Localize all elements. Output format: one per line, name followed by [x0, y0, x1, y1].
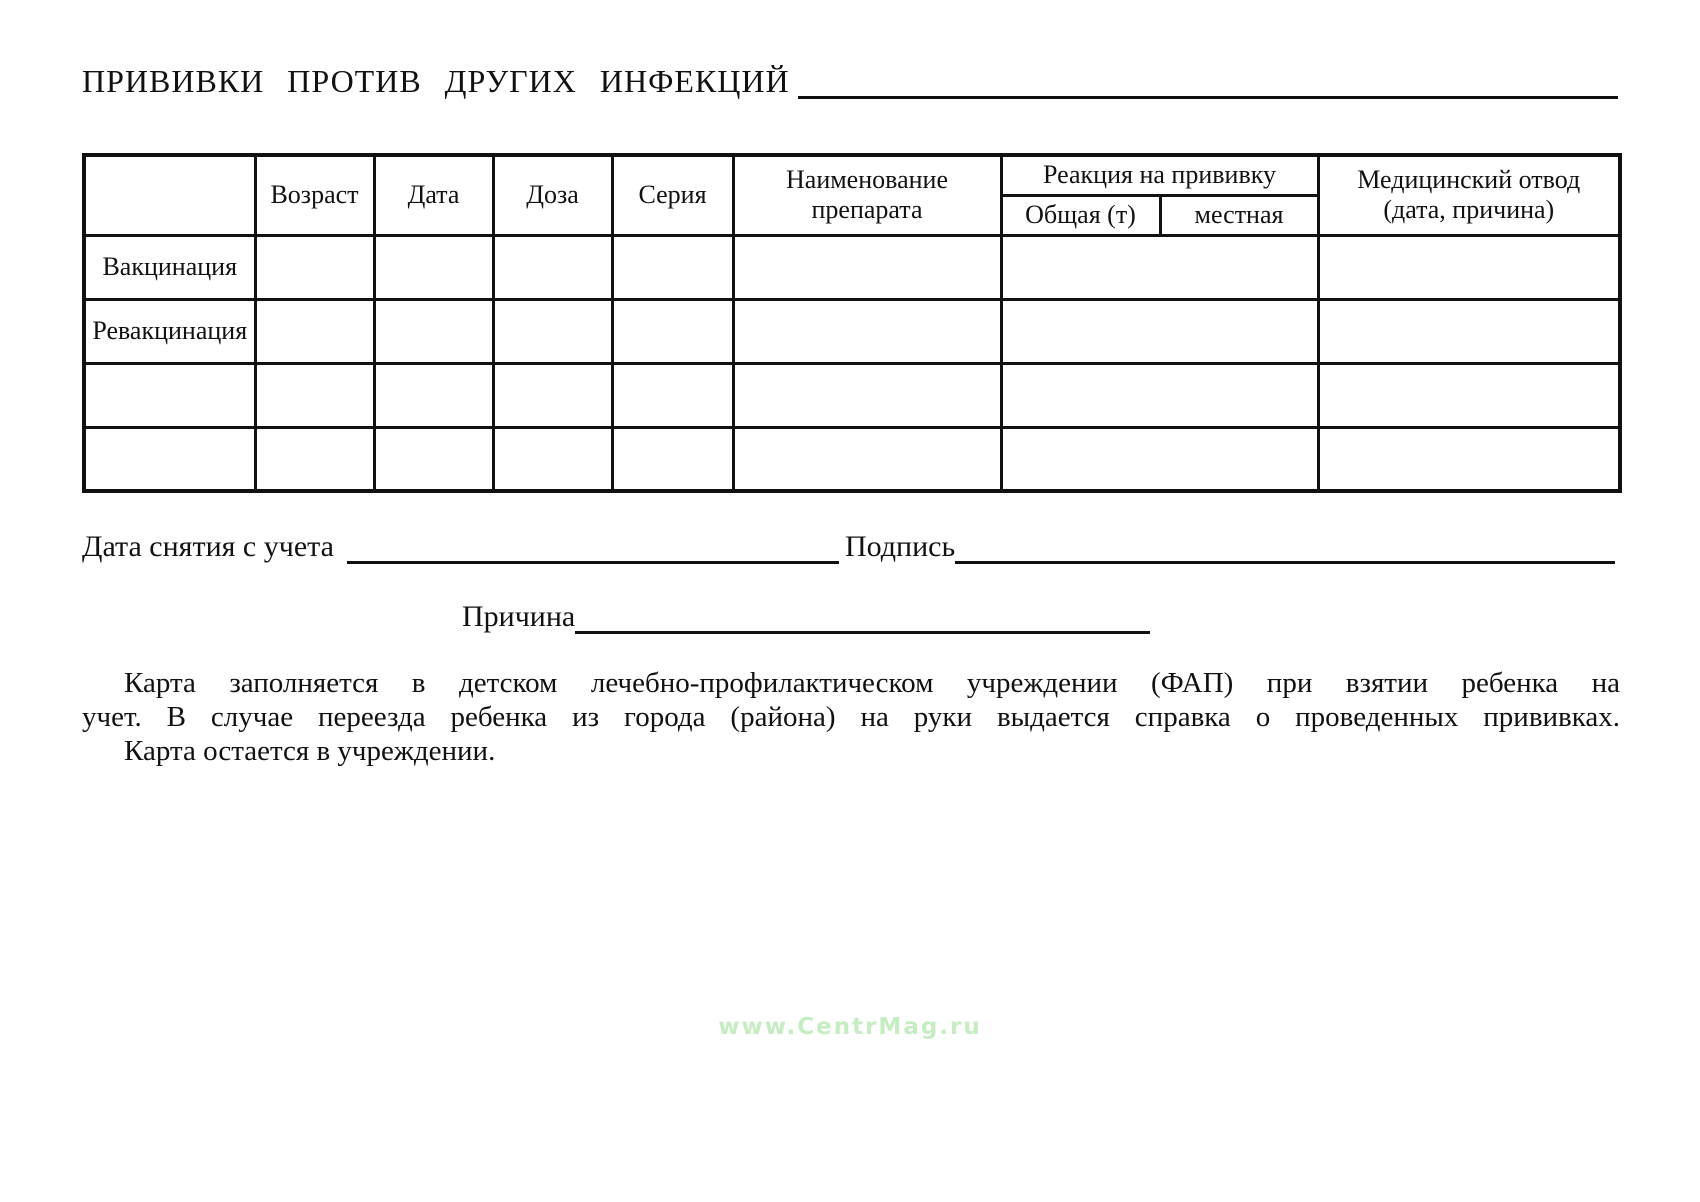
header-drug-name: Наименование препарата [733, 155, 1001, 235]
cell-med-exemption[interactable] [1318, 427, 1620, 491]
cell-med-exemption[interactable] [1318, 363, 1620, 427]
cell-series[interactable] [612, 363, 733, 427]
signature-field[interactable] [955, 528, 1615, 564]
note-line-3: Карта остается в учреждении. [124, 735, 496, 767]
row-label-empty[interactable] [84, 363, 255, 427]
reason-line [462, 598, 1150, 634]
cell-date[interactable] [374, 299, 493, 363]
cell-dose[interactable] [493, 235, 612, 299]
cell-reaction[interactable] [1001, 427, 1318, 491]
cell-age[interactable] [255, 363, 374, 427]
cell-reaction[interactable] [1001, 363, 1318, 427]
vaccination-table [82, 153, 1622, 493]
table-row-empty [84, 363, 1620, 427]
page-title-line [82, 64, 1618, 99]
row-label-empty[interactable] [84, 427, 255, 491]
cell-series[interactable] [612, 299, 733, 363]
header-series: Серия [612, 155, 733, 235]
table-row-empty [84, 427, 1620, 491]
header-med-exemption: Медицинский отвод (дата, причина) [1318, 155, 1620, 235]
cell-drug-name[interactable] [733, 235, 1001, 299]
header-date: Дата [374, 155, 493, 235]
header-reaction: Реакция на прививку [1001, 155, 1318, 195]
cell-series[interactable] [612, 235, 733, 299]
header-age: Возраст [255, 155, 374, 235]
table-row-vaccination [84, 235, 1620, 299]
cell-series[interactable] [612, 427, 733, 491]
reason-label: Причина [462, 599, 576, 633]
cell-drug-name[interactable] [733, 299, 1001, 363]
cell-med-exemption[interactable] [1318, 299, 1620, 363]
cell-dose[interactable] [493, 299, 612, 363]
deregistration-date-field[interactable] [347, 528, 839, 564]
cell-drug-name[interactable] [733, 363, 1001, 427]
deregistration-line [82, 528, 1615, 564]
centrmag-watermark: www.CentrMag.ru [718, 1014, 982, 1040]
reason-field[interactable] [575, 598, 1150, 634]
note-line-2: учет. В случае переезда ребенка из города (района) на руки выдается справка о проведенных прививках. [82, 701, 1620, 733]
cell-reaction[interactable] [1001, 235, 1318, 299]
cell-drug-name[interactable] [733, 427, 1001, 491]
row-label-revaccination: Ревакцинация [84, 299, 255, 363]
cell-med-exemption[interactable] [1318, 235, 1620, 299]
cell-age[interactable] [255, 427, 374, 491]
cell-dose[interactable] [493, 427, 612, 491]
cell-date[interactable] [374, 235, 493, 299]
page-title: ПРИВИВКИ ПРОТИВ ДРУГИХ ИНФЕКЦИЙ [82, 63, 790, 99]
row-label-vaccination: Вакцинация [84, 235, 255, 299]
header-reaction-general: Общая (т) [1001, 195, 1160, 235]
header-dose: Доза [493, 155, 612, 235]
header-row-label [84, 155, 255, 235]
cell-date[interactable] [374, 363, 493, 427]
note-paragraph [82, 666, 1620, 768]
note-line-1: Карта заполняется в детском лечебно-профилактическом учреждении (ФАП) при взятии ребенка на [124, 667, 1620, 699]
deregistration-label: Дата снятия с учета [82, 529, 334, 563]
cell-age[interactable] [255, 299, 374, 363]
signature-label: Подпись [844, 529, 956, 563]
cell-reaction[interactable] [1001, 299, 1318, 363]
cell-date[interactable] [374, 427, 493, 491]
table-row-revaccination [84, 299, 1620, 363]
cell-age[interactable] [255, 235, 374, 299]
header-reaction-local: местная [1160, 195, 1318, 235]
cell-dose[interactable] [493, 363, 612, 427]
infection-name-field[interactable] [798, 65, 1618, 99]
